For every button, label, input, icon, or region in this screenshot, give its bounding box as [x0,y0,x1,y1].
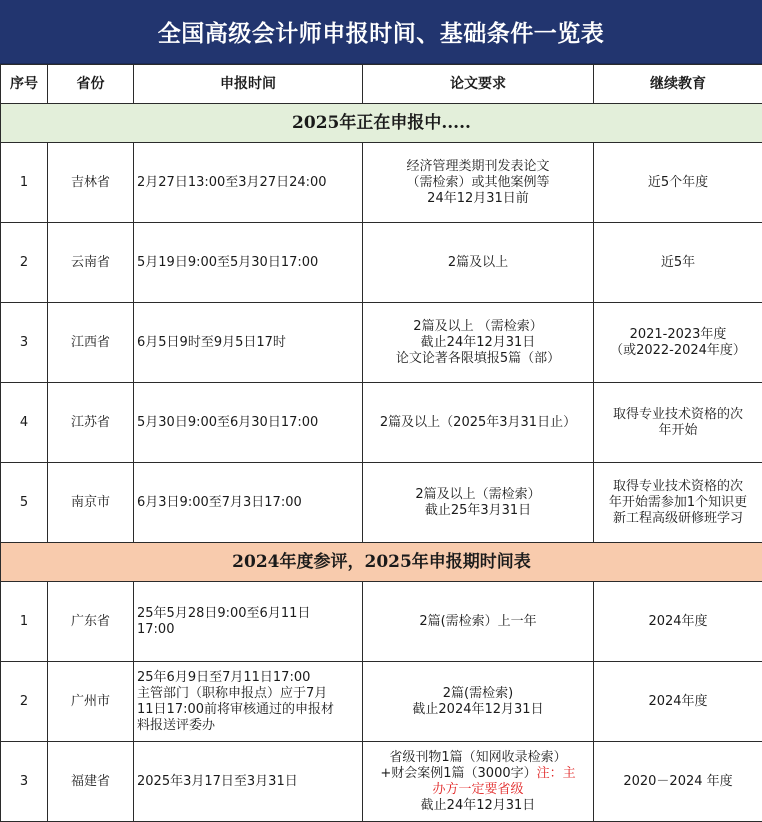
row-paper [363,463,594,543]
education-line: 2020－2024 年度 [597,774,759,790]
paper-note: 办方一定要省级 [366,782,590,798]
paper-line: 截止24年12月31日 [366,798,590,814]
paper-line: 省级刊物1篇（知网收录检索） [366,750,590,766]
education-line: 新工程高级研修班学习 [597,511,759,527]
paper-line: 论文论著各限填报5篇（部） [366,351,590,367]
row-time [134,582,363,662]
header-row [1,65,762,104]
row-province: 江西省 [48,303,134,383]
row-education [594,662,762,742]
education-line: 年开始 [597,423,759,439]
qualification-table [0,64,762,822]
section-band-2024 [1,543,762,582]
time-line: 主管部门（职称申报点）应于7月 [137,686,359,702]
row-province: 广州市 [48,662,134,742]
row-time [134,742,363,822]
row-education [594,383,762,463]
row-province: 云南省 [48,223,134,303]
education-line: 2021-2023年度 [597,327,759,343]
row-education [594,742,762,822]
row-education [594,223,762,303]
education-line: 2024年度 [597,614,759,630]
row-time: 6月3日9:00至7月3日17:00 [134,463,363,543]
row-index: 1 [1,582,48,662]
time-line: 11日17:00前将审核通过的申报材 [137,702,359,718]
row-paper [363,303,594,383]
time-line: 料报送评委办 [137,718,359,734]
education-line: 年开始需参加1个知识更 [597,495,759,511]
row-time: 5月19日9:00至5月30日17:00 [134,223,363,303]
row-paper [363,582,594,662]
row-province: 吉林省 [48,143,134,223]
row-paper [363,383,594,463]
row-time: 5月30日9:00至6月30日17:00 [134,383,363,463]
row-education [594,303,762,383]
table-row [1,223,762,303]
header-index: 序号 [1,65,48,104]
paper-line: 经济管理类期刊发表论文 [366,159,590,175]
paper-text: +财会案例1篇（3000字） [380,766,536,781]
row-index: 2 [1,223,48,303]
row-index: 4 [1,383,48,463]
row-province: 广东省 [48,582,134,662]
row-education [594,463,762,543]
row-paper [363,742,594,822]
row-education [594,582,762,662]
paper-line [366,766,590,782]
paper-line: 2篇及以上 [366,255,590,271]
table-row [1,383,762,463]
row-paper [363,662,594,742]
paper-line: 截止25年3月31日 [366,503,590,519]
paper-line: 2篇(需检索）上一年 [366,614,590,630]
table-title: 全国高级会计师申报时间、基础条件一览表 [0,0,762,64]
table-row [1,662,762,742]
education-line: （或2022-2024年度） [597,343,759,359]
paper-line: 24年12月31日前 [366,191,590,207]
row-province: 江苏省 [48,383,134,463]
row-index: 1 [1,143,48,223]
row-index: 2 [1,662,48,742]
paper-line: 截止2024年12月31日 [366,702,590,718]
row-time [134,662,363,742]
time-line: 25年6月9日至7月11日17:00 [137,670,359,686]
paper-line: （需检索）或其他案例等 [366,175,590,191]
row-paper [363,143,594,223]
time-line: 2025年3月17日至3月31日 [137,774,359,790]
table-row [1,303,762,383]
paper-note: 注：主 [537,766,576,781]
education-line: 2024年度 [597,694,759,710]
header-time: 申报时间 [134,65,363,104]
table-row [1,582,762,662]
table-row [1,143,762,223]
row-index: 3 [1,742,48,822]
row-index: 5 [1,463,48,543]
table-row [1,463,762,543]
paper-line: 截止24年12月31日 [366,335,590,351]
education-line: 近5年 [597,255,759,271]
section-band-2025 [1,104,762,143]
header-paper: 论文要求 [363,65,594,104]
row-time: 2月27日13:00至3月27日24:00 [134,143,363,223]
header-education: 继续教育 [594,65,762,104]
table-row [1,742,762,822]
time-line: 17:00 [137,622,359,638]
row-paper [363,223,594,303]
paper-line: 2篇及以上（2025年3月31日止） [366,415,590,431]
paper-line: 2篇及以上 （需检索） [366,319,590,335]
education-line: 取得专业技术资格的次 [597,407,759,423]
row-time: 6月5日9时至9月5日17时 [134,303,363,383]
section-label: 2025年正在申报中..... [1,104,762,143]
section-label: 2024年度参评，2025年申报期时间表 [1,543,762,582]
time-line: 25年5月28日9:00至6月11日 [137,606,359,622]
row-education [594,143,762,223]
row-province: 南京市 [48,463,134,543]
education-line: 近5个年度 [597,175,759,191]
row-index: 3 [1,303,48,383]
education-line: 取得专业技术资格的次 [597,479,759,495]
row-province: 福建省 [48,742,134,822]
paper-line: 2篇及以上（需检索） [366,487,590,503]
paper-line: 2篇(需检索) [366,686,590,702]
header-province: 省份 [48,65,134,104]
